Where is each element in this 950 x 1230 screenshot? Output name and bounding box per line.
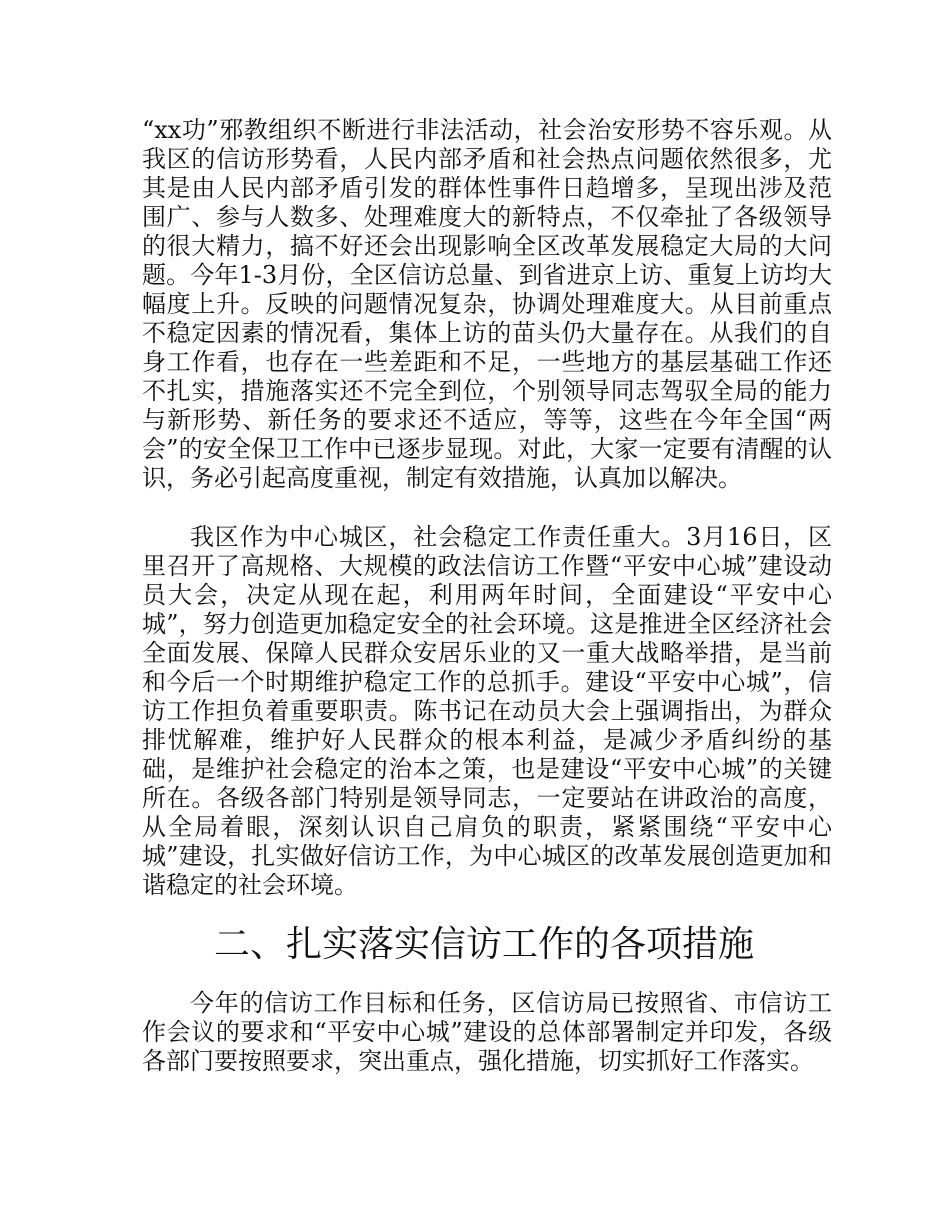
- document-page: [142, 116, 832, 1076]
- body-paragraph-1: “xx功”邪教组织不断进行非法活动，社会治安形势不容乐观。从我区的信访形势看，人民内部矛盾和社会热点问题依然很多，尤其是由人民内部矛盾引发的群体性事件日趋增多，呈现出涉及范围广、参与人数多、处理难度大的新特点，不仅牵扯了各级领导的很大精力，搞不好还会出现影响全区改革发展稳定大局的大问题。今年1-3月份，全区信访总量、到省进京上访、重复上访均大幅度上升。反映的问题情况复杂，协调处理难度大。从目前重点不稳定因素的情况看，集体上访的苗头仍大量存在。从我们的自身工作看，也存在一些差距和不足，一些地方的基层基础工作还不扎实，措施落实还不完全到位，个别领导同志驾驭全局的能力与新形势、新任务的要求还不适应，等等，这些在今年全国“两会”的安全保卫工作中已逐步显现。对此，大家一定要有清醒的认识，务必引起高度重视，制定有效措施，认真加以解决。: [142, 116, 832, 492]
- body-paragraph-2: 我区作为中心城区，社会稳定工作责任重大。3月16日，区里召开了高规格、大规模的政法信访工作暨“平安中心城”建设动员大会，决定从现在起，利用两年时间，全面建设“平安中心城”，努力创造更加稳定安全的社会环境。这是推进全区经济社会全面发展、保障人民群众安居乐业的又一重大战略举措，是当前和今后一个时期维护稳定工作的总抓手。建设“平安中心城”，信访工作担负着重要职责。陈书记在动员大会上强调指出，为群众排忧解难，维护好人民群众的根本利益，是减少矛盾纠纷的基础，是维护社会稳定的治本之策，也是建设“平安中心城”的关键所在。各级各部门特别是领导同志，一定要站在讲政治的高度，从全局着眼，深刻认识自己肩负的职责，紧紧围绕“平安中心城”建设，扎实做好信访工作，为中心城区的改革发展创造更加和谐稳定的社会环境。: [142, 523, 832, 899]
- section-heading: 二、扎实落实信访工作的各项措施: [214, 924, 755, 965]
- body-paragraph-3: 今年的信访工作目标和任务，区信访局已按照省、市信访工作会议的要求和“平安中心城”建设的总体部署制定并印发，各级各部门要按照要求，突出重点，强化措施，切实抓好工作落实。: [142, 989, 832, 1075]
